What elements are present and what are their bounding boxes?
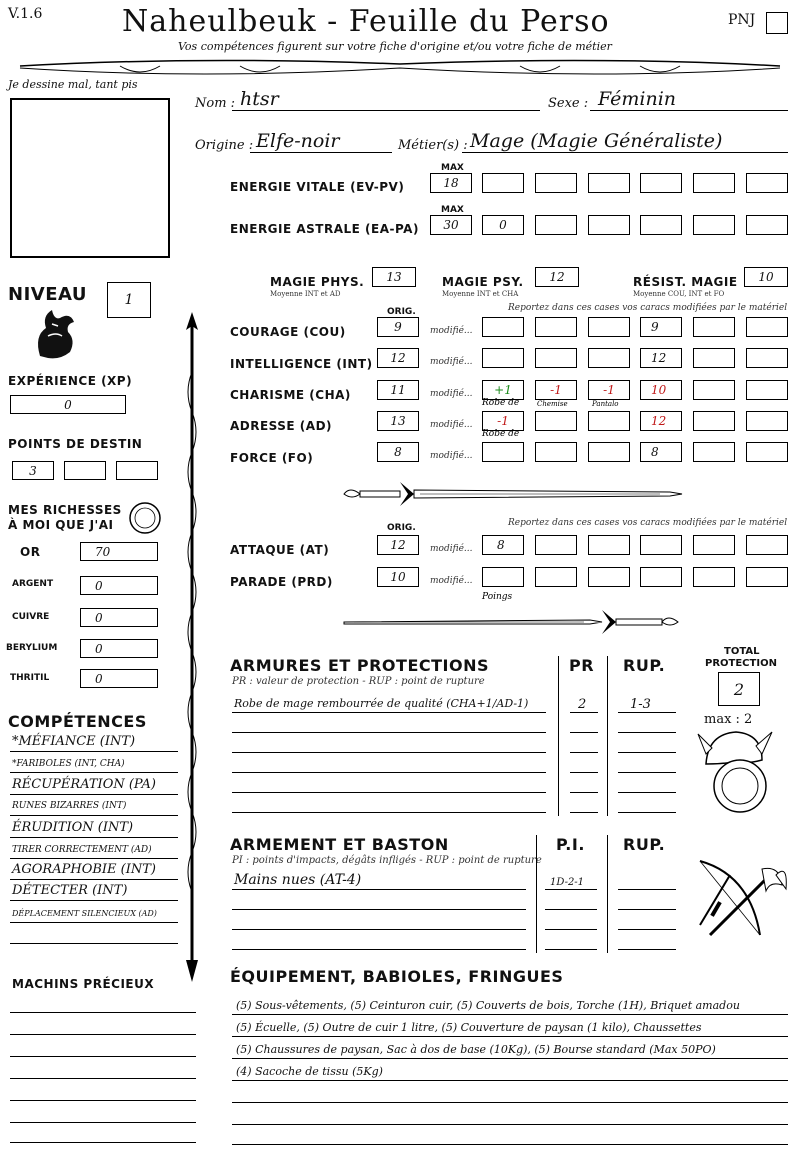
niveau-label: NIVEAU	[8, 284, 87, 305]
at-mod-box[interactable]	[588, 535, 630, 555]
cha-mod-note: Robe de	[482, 398, 520, 408]
at-orig-box[interactable]: 12	[377, 535, 419, 555]
ea-max-label: MAX	[441, 205, 464, 215]
thritil-box[interactable]: 0	[80, 669, 158, 688]
niveau-box[interactable]: 1	[107, 282, 151, 318]
sheet-subtitle: Vos compétences figurent sur votre fiche d'origine et/ou votre fiche de métier	[178, 40, 612, 53]
skill-item: RÉCUPÉRATION (PA)	[12, 777, 156, 792]
or-box[interactable]: 70	[80, 542, 158, 561]
orig-label: ORIG.	[387, 307, 416, 317]
fo-mod-box[interactable]	[482, 442, 524, 462]
skill-item: TIRER CORRECTEMENT (AD)	[12, 845, 152, 855]
skill-item: *MÉFIANCE (INT)	[12, 734, 136, 749]
magie-phys-label: MAGIE PHYS.	[270, 275, 365, 289]
ev-box[interactable]	[693, 173, 735, 193]
courage-mod-box[interactable]	[535, 317, 577, 337]
armures-pr-header: PR	[569, 656, 595, 675]
courage-mod-box[interactable]	[746, 317, 788, 337]
armement-pi-header: P.I.	[556, 835, 585, 854]
xp-box[interactable]: 0	[10, 395, 126, 414]
fo-mod-box[interactable]	[535, 442, 577, 462]
sheet-title: Naheulbeuk - Feuille du Perso	[122, 4, 610, 39]
equipement-line: (5) Écuelle, (5) Outre de cuir 1 litre, (5) Couverture de paysan (1 kilo), Chaussettes	[236, 1021, 702, 1034]
cha-label: CHARISME (CHA)	[230, 388, 351, 402]
at-mod-box[interactable]	[693, 535, 735, 555]
ev-box[interactable]	[482, 173, 524, 193]
courage-orig-box[interactable]: 9	[377, 317, 419, 337]
cha-mod-box[interactable]: -1	[535, 380, 577, 400]
machins-precieux-title: MACHINS PRÉCIEUX	[12, 977, 155, 991]
competences-title: COMPÉTENCES	[8, 712, 147, 731]
ea-current-box[interactable]: 0	[482, 215, 524, 235]
cuivre-box[interactable]: 0	[80, 608, 158, 627]
armement-title: ARMEMENT ET BASTON	[230, 835, 449, 854]
skill-item: DÉTECTER (INT)	[12, 883, 128, 898]
ev-box[interactable]	[746, 173, 788, 193]
courage-final-box[interactable]: 9	[640, 317, 682, 337]
total-protection-box[interactable]: 2	[718, 672, 760, 706]
cha-mod-box[interactable]: +1	[482, 380, 524, 400]
cuivre-label: CUIVRE	[12, 612, 50, 622]
weapons-icon	[690, 855, 790, 945]
dragon-icon	[30, 306, 80, 364]
int-mod-box[interactable]	[588, 348, 630, 368]
nom-label: Nom :	[195, 96, 236, 111]
ea-max-box[interactable]: 30	[430, 215, 472, 235]
int-mod-box[interactable]	[482, 348, 524, 368]
ad-final-box[interactable]: 12	[640, 411, 682, 431]
courage-mod-box[interactable]	[482, 317, 524, 337]
armures-title: ARMURES ET PROTECTIONS	[230, 656, 489, 675]
at-mod-box[interactable]	[535, 535, 577, 555]
modifie-label: modifié...	[430, 576, 473, 586]
argent-box[interactable]: 0	[80, 576, 158, 595]
cha-orig-box[interactable]: 11	[377, 380, 419, 400]
int-mod-box[interactable]	[535, 348, 577, 368]
ad-mod-box[interactable]	[535, 411, 577, 431]
richesses-label: MES RICHESSES	[8, 503, 122, 517]
sexe-label: Sexe :	[548, 96, 589, 111]
cha-mod-box[interactable]	[693, 380, 735, 400]
modifie-label: modifié...	[430, 451, 473, 461]
origine-value[interactable]: Elfe-noir	[256, 130, 340, 152]
ev-box[interactable]	[535, 173, 577, 193]
ad-mod-note: Robe de	[482, 429, 520, 439]
prd-mod-note: Poings	[482, 592, 513, 602]
ad-label: ADRESSE (AD)	[230, 419, 333, 433]
at-mod-box[interactable]: 8	[482, 535, 524, 555]
prd-mod-box[interactable]	[746, 567, 788, 587]
stats-note: Reportez dans ces cases vos caracs modifiées par le matériel	[508, 303, 788, 313]
resist-magie-label: RÉSIST. MAGIE	[633, 275, 738, 289]
berylium-box[interactable]: 0	[80, 639, 158, 658]
fo-mod-box[interactable]	[746, 442, 788, 462]
cha-mod-box[interactable]: -1	[588, 380, 630, 400]
fo-final-box[interactable]: 8	[640, 442, 682, 462]
int-mod-box[interactable]	[693, 348, 735, 368]
cha-mod-note: Pantalo	[592, 400, 619, 408]
at-mod-box[interactable]	[640, 535, 682, 555]
magie-phys-note: Moyenne INT et AD	[270, 290, 341, 298]
ea-label: ENERGIE ASTRALE (EA-PA)	[230, 222, 419, 236]
combat-note: Reportez dans ces cases vos caracs modifiées par le matériel	[508, 518, 788, 528]
int-orig-box[interactable]: 12	[377, 348, 419, 368]
destin-label: POINTS DE DESTIN	[8, 437, 143, 451]
portrait-caption: Je dessine mal, tant pis	[8, 78, 138, 91]
equipement-line: (5) Chaussures de paysan, Sac à dos de base (10Kg), (5) Bourse standard (Max 50PO)	[236, 1043, 716, 1056]
skill-item: RUNES BIZARRES (INT)	[12, 801, 127, 811]
metier-label: Métier(s) :	[398, 138, 468, 153]
fo-orig-box[interactable]: 8	[377, 442, 419, 462]
int-mod-box[interactable]	[746, 348, 788, 368]
armement-rup-header: RUP.	[623, 835, 666, 854]
fo-mod-box[interactable]	[693, 442, 735, 462]
ea-box[interactable]	[746, 215, 788, 235]
equipement-title: ÉQUIPEMENT, BABIOLES, FRINGUES	[230, 967, 564, 986]
combat-orig-label: ORIG.	[387, 523, 416, 533]
thritil-label: THRITIL	[10, 673, 50, 683]
ad-mod-box[interactable]	[746, 411, 788, 431]
magie-phys-box[interactable]: 13	[372, 267, 416, 287]
destin-box[interactable]: 3	[12, 461, 54, 480]
pnj-checkbox[interactable]	[766, 12, 788, 34]
ad-mod-box[interactable]: -1	[482, 411, 524, 431]
prd-mod-box[interactable]	[693, 567, 735, 587]
ev-max-label: MAX	[441, 163, 464, 173]
prd-mod-box[interactable]	[588, 567, 630, 587]
arme-item: Mains nues (AT-4)	[234, 872, 362, 888]
at-mod-box[interactable]	[746, 535, 788, 555]
destin-box[interactable]	[64, 461, 106, 480]
armures-legend: PR : valeur de protection - RUP : point de rupture	[232, 676, 485, 687]
berylium-label: BERYLIUM	[6, 643, 58, 653]
argent-label: ARGENT	[12, 579, 54, 589]
ev-label: ENERGIE VITALE (EV-PV)	[230, 180, 405, 194]
fo-mod-box[interactable]	[588, 442, 630, 462]
armures-rup-header: RUP.	[623, 656, 666, 675]
equipement-line: (4) Sacoche de tissu (5Kg)	[236, 1065, 383, 1078]
portrait-frame[interactable]	[10, 98, 170, 258]
equipement-line: (5) Sous-vêtements, (5) Ceinturon cuir, (5) Couverts de bois, Torche (1H), Briquet amadou	[236, 999, 740, 1012]
max-protection-label: max : 2	[704, 712, 753, 727]
version-label: V.1.6	[8, 6, 43, 22]
fo-label: FORCE (FO)	[230, 451, 314, 465]
ad-mod-box[interactable]	[588, 411, 630, 431]
magie-psy-label: MAGIE PSY.	[442, 275, 524, 289]
ev-box[interactable]	[640, 173, 682, 193]
pnj-label: PNJ	[728, 12, 756, 28]
total-protection-label: TOTAL	[724, 646, 760, 657]
modifie-label: modifié...	[430, 326, 473, 336]
ea-box[interactable]	[640, 215, 682, 235]
sexe-value[interactable]: Féminin	[598, 88, 677, 110]
richesses-label-2: À MOI QUE J'AI	[8, 518, 114, 532]
ev-box[interactable]	[588, 173, 630, 193]
int-label: INTELLIGENCE (INT)	[230, 357, 373, 371]
nom-value[interactable]: htsr	[240, 88, 279, 110]
cha-mod-note: Chemise	[537, 400, 568, 408]
modifie-label: modifié...	[430, 357, 473, 367]
modifie-label: modifié...	[430, 389, 473, 399]
magie-psy-box[interactable]: 12	[535, 267, 579, 287]
courage-label: COURAGE (COU)	[230, 325, 346, 339]
ea-box[interactable]	[693, 215, 735, 235]
skill-item: AGORAPHOBIE (INT)	[12, 862, 156, 877]
resist-magie-box[interactable]: 10	[744, 267, 788, 287]
coin-icon	[128, 501, 162, 535]
or-label: OR	[20, 545, 41, 559]
cha-final-box[interactable]: 10	[640, 380, 682, 400]
magie-psy-note: Moyenne INT et CHA	[442, 290, 519, 298]
armure-rup-value: 1-3	[630, 697, 651, 712]
ad-mod-box[interactable]	[693, 411, 735, 431]
xp-label: EXPÉRIENCE (XP)	[8, 374, 133, 388]
prd-orig-box[interactable]: 10	[377, 567, 419, 587]
courage-mod-box[interactable]	[693, 317, 735, 337]
ad-orig-box[interactable]: 13	[377, 411, 419, 431]
destin-box[interactable]	[116, 461, 158, 480]
sword-icon	[340, 608, 685, 638]
armement-legend: PI : points d'impacts, dégâts infligés - RUP : point de rupture	[232, 855, 542, 866]
int-final-box[interactable]: 12	[640, 348, 682, 368]
skill-item: *FARIBOLES (INT, CHA)	[12, 759, 125, 769]
metier-value[interactable]: Mage (Magie Généraliste)	[470, 130, 723, 152]
ea-box[interactable]	[588, 215, 630, 235]
sword-icon	[340, 480, 685, 510]
staff-ornament	[180, 312, 204, 982]
prd-label: PARADE (PRD)	[230, 575, 333, 589]
skill-item: DÉPLACEMENT SILENCIEUX (AD)	[12, 909, 157, 918]
arme-pi-value: 1D-2-1	[550, 877, 585, 888]
prd-mod-box[interactable]	[640, 567, 682, 587]
helmet-shield-icon	[700, 724, 780, 814]
total-protection-label-2: PROTECTION	[705, 658, 777, 669]
ev-max-box[interactable]: 18	[430, 173, 472, 193]
modifie-label: modifié...	[430, 544, 473, 554]
armure-pr-value: 2	[578, 697, 587, 712]
courage-mod-box[interactable]	[588, 317, 630, 337]
resist-magie-note: Moyenne COU, INT et FO	[633, 290, 725, 298]
ea-box[interactable]	[535, 215, 577, 235]
at-label: ATTAQUE (AT)	[230, 543, 330, 557]
skill-item: ÉRUDITION (INT)	[12, 820, 134, 835]
modifie-label: modifié...	[430, 420, 473, 430]
prd-mod-box[interactable]	[482, 567, 524, 587]
origine-label: Origine :	[195, 138, 254, 153]
armure-item: Robe de mage rembourrée de qualité (CHA+1/AD-1)	[234, 697, 529, 710]
cha-mod-box[interactable]	[746, 380, 788, 400]
prd-mod-box[interactable]	[535, 567, 577, 587]
